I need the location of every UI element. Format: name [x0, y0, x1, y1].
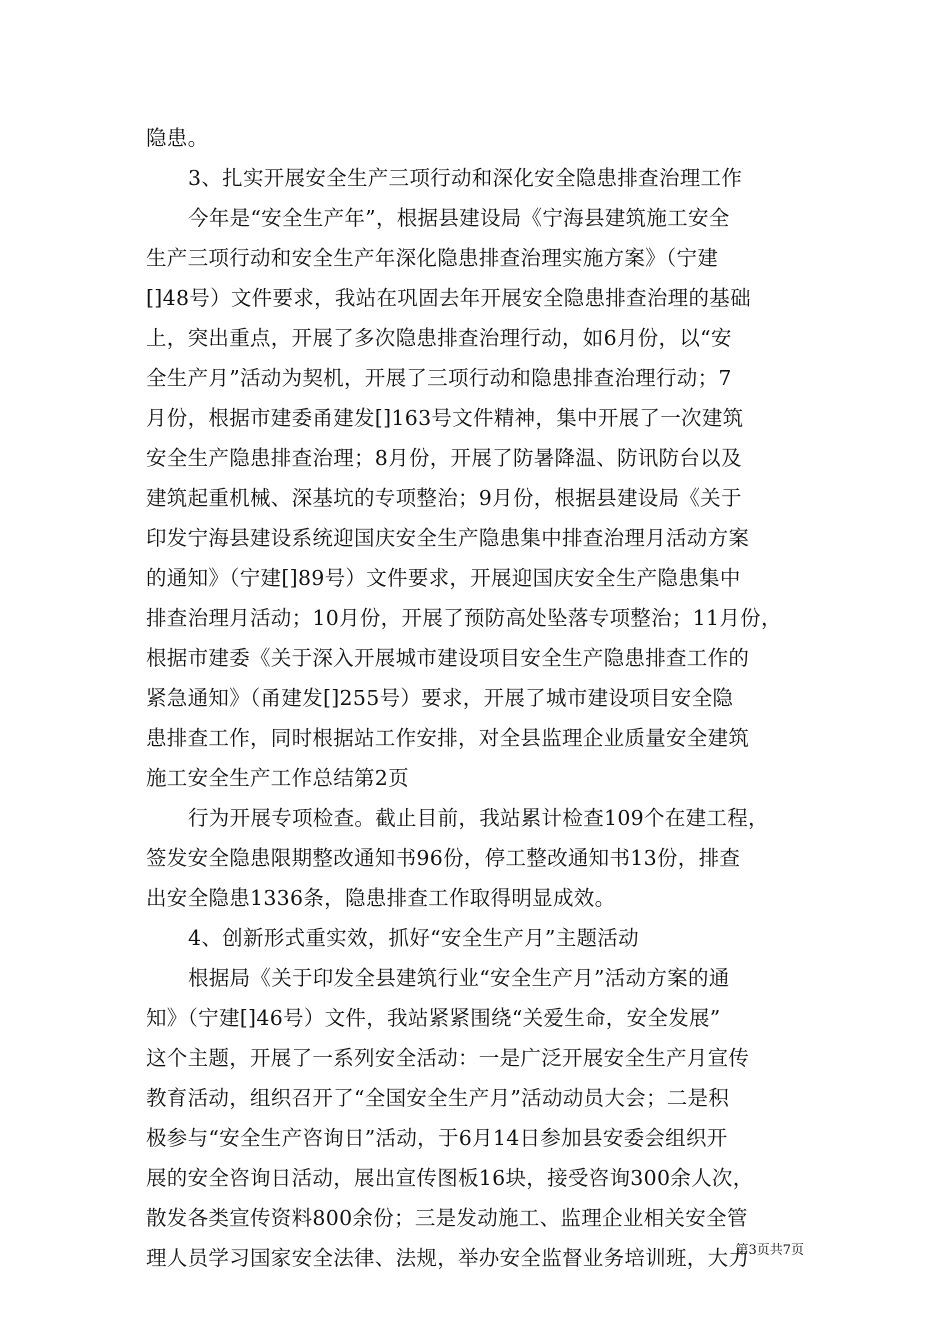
text-line: 出安全隐患1336条，隐患排查工作取得明显成效。	[146, 886, 616, 910]
section-heading-3: 3、扎实开展安全生产三项行动和深化安全隐患排查治理工作	[188, 166, 743, 190]
text-line: 理人员学习国家安全法律、法规，举办安全监督业务培训班，大力	[146, 1246, 750, 1270]
text-line: 隐患。	[146, 126, 209, 150]
text-line: 印发宁海县建设系统迎国庆安全生产隐患集中排查治理月活动方案	[146, 526, 750, 550]
text-line: 患排查工作，同时根据站工作安排，对全县监理企业质量安全建筑	[146, 726, 750, 750]
text-line: 生产三项行动和安全生产年深化隐患排查治理实施方案》（宁建	[146, 246, 719, 270]
text-line: 散发各类宣传资料800余份；三是发动施工、监理企业相关安全管	[146, 1206, 748, 1230]
paragraph-start: 今年是“安全生产年”，根据县建设局《宁海县建筑施工安全	[188, 206, 730, 230]
text-line: 上，突出重点，开展了多次隐患排查治理行动，如6月份，以“安	[146, 326, 732, 350]
text-line: 根据市建委《关于深入开展城市建设项目安全生产隐患排查工作的	[146, 646, 750, 670]
text-line: 月份，根据市建委甬建发[]163号文件精神，集中开展了一次建筑	[146, 406, 744, 430]
text-line: 全生产月”活动为契机，开展了三项行动和隐患排查治理行动；7	[146, 366, 732, 390]
text-line: 施工安全生产工作总结第2页	[146, 766, 409, 790]
text-line: 安全生产隐患排查治理；8月份，开展了防暑降温、防讯防台以及	[146, 446, 742, 470]
text-line: 紧急通知》（甬建发[]255号）要求，开展了城市建设项目安全隐	[146, 686, 734, 710]
paragraph-start: 根据局《关于印发全县建筑行业“安全生产月”活动方案的通	[188, 966, 730, 990]
paragraph-start: 行为开展专项检查。截止目前，我站累计检查109个在建工程，	[188, 806, 769, 830]
text-line: 展的安全咨询日活动，展出宣传图板16块，接受咨询300余人次，	[146, 1166, 754, 1190]
text-line: 建筑起重机械、深基坑的专项整治；9月份，根据县建设局《关于	[146, 486, 742, 510]
text-line: 排查治理月活动；10月份，开展了预防高处坠落专项整治；11月份，	[146, 606, 782, 630]
document-body	[146, 118, 806, 1278]
section-heading-4: 4、创新形式重实效，抓好“安全生产月”主题活动	[188, 926, 639, 950]
text-line: 这个主题，开展了一系列安全活动：一是广泛开展安全生产月宣传	[146, 1046, 750, 1070]
text-line: []48号）文件要求，我站在巩固去年开展安全隐患排查治理的基础	[146, 286, 751, 310]
text-line: 教育活动，组织召开了“全国安全生产月”活动动员大会；二是积	[146, 1086, 730, 1110]
text-line: 签发安全隐患限期整改通知书96份，停工整改通知书13份，排查	[146, 846, 741, 870]
text-line: 极参与“安全生产咨询日”活动，于6月14日参加县安委会组织开	[146, 1126, 728, 1150]
page-number: 第3页共7页	[735, 1243, 804, 1258]
text-line: 的通知》（宁建[]89号）文件要求，开展迎国庆安全生产隐患集中	[146, 566, 741, 590]
text-line: 知》（宁建[]46号）文件，我站紧紧围绕“关爱生命，安全发展”	[146, 1006, 721, 1030]
